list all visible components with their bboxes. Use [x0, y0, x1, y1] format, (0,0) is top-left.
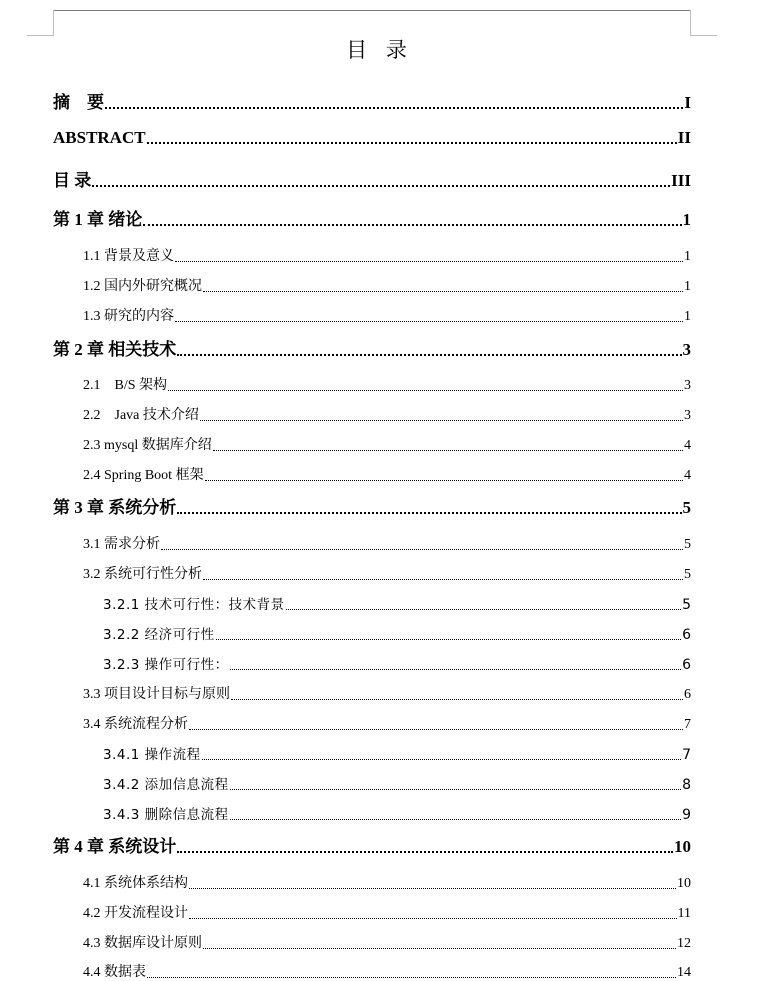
toc-entry-page: 7 — [682, 747, 691, 763]
toc-entry-page: III — [671, 171, 691, 190]
toc-entry-page: 6 — [682, 657, 691, 673]
dot-leader — [231, 698, 683, 700]
toc-entry-page: 9 — [682, 807, 691, 823]
toc-entry-3-2-3[interactable] — [53, 653, 691, 673]
toc-entry-label: 3.3 项目设计目标与原则 — [83, 687, 230, 702]
toc-entry-4-3[interactable] — [53, 932, 691, 952]
toc-title: 目 录 — [346, 38, 413, 62]
page-corner-mark-left-vertical — [53, 10, 54, 35]
toc-entry-label: 3.4.3 删除信息流程 — [103, 807, 229, 823]
toc-entry-2-1[interactable] — [53, 374, 691, 394]
toc-entry-page: 5 — [684, 567, 691, 582]
toc-entry-label: 1.3 研究的内容 — [83, 309, 174, 324]
toc-entry-label: 3.1 需求分析 — [83, 537, 160, 552]
toc-entry-page: 3 — [684, 378, 691, 393]
toc-entry-4-4[interactable] — [53, 961, 691, 981]
toc-entry-3-4[interactable] — [53, 713, 691, 733]
toc-entry-label: 第 1 章 绪论 — [53, 210, 143, 229]
toc-entry-3-2-2[interactable] — [53, 623, 691, 643]
dot-leader — [177, 850, 673, 853]
toc-entry-label: 3.2.1 技术可行性：技术背景 — [103, 597, 285, 613]
dot-leader — [175, 260, 683, 262]
dot-leader — [92, 184, 670, 187]
toc-entry-page: 7 — [684, 717, 691, 732]
dot-leader — [147, 141, 677, 144]
dot-leader — [189, 887, 676, 889]
toc-entry-label: 2.2 Java 技术介绍 — [83, 408, 199, 423]
toc-entry-label: 目 录 — [53, 171, 92, 190]
toc-entry-label: 2.1 B/S 架构 — [83, 378, 168, 393]
toc-entry-label: 4.2 开发流程设计 — [83, 906, 188, 921]
dot-leader — [105, 106, 683, 109]
dot-leader — [205, 479, 683, 481]
toc-entry-1-3[interactable] — [53, 305, 691, 325]
toc-entry-page: 1 — [684, 309, 691, 324]
dot-leader — [189, 917, 677, 919]
toc-entry-3-3[interactable] — [53, 683, 691, 703]
toc-entry-label: 摘 要 — [53, 93, 104, 112]
dot-leader — [203, 578, 683, 580]
toc-entry-chapter-3[interactable] — [53, 493, 691, 518]
dot-leader — [230, 818, 681, 820]
toc-entry-label: 3.2.3 操作可行性： — [103, 657, 229, 673]
toc-entry-1-1[interactable] — [53, 245, 691, 265]
dot-leader — [216, 638, 681, 640]
toc-entry-page: I — [684, 93, 691, 112]
toc-entry-label: 3.4 系统流程分析 — [83, 717, 188, 732]
toc-entry-page: 10 — [674, 837, 691, 856]
toc-entry-label: 3.4.1 操作流程 — [103, 747, 201, 763]
toc-entry-contents[interactable] — [53, 166, 691, 191]
toc-entry-page: 12 — [677, 936, 691, 951]
toc-entry-page: 4 — [684, 468, 691, 483]
toc-entry-label: 第 2 章 相关技术 — [53, 340, 177, 359]
toc-entry-label: 1.2 国内外研究概况 — [83, 279, 202, 294]
toc-entry-page: 5 — [684, 537, 691, 552]
page-margin-top-line — [53, 10, 691, 11]
dot-leader — [177, 511, 681, 514]
toc-entry-label: 1.1 背景及意义 — [83, 249, 174, 264]
toc-entry-label: ABSTRACT — [53, 128, 146, 147]
dot-leader — [200, 419, 683, 421]
dot-leader — [203, 290, 683, 292]
toc-entry-4-1[interactable] — [53, 872, 691, 892]
toc-entry-page: 4 — [684, 438, 691, 453]
dot-leader — [147, 976, 676, 978]
toc-entry-page: 14 — [677, 965, 691, 980]
toc-entry-page: 6 — [684, 687, 691, 702]
toc-entry-page: 5 — [682, 597, 691, 613]
toc-entry-page: 1 — [684, 279, 691, 294]
toc-entry-2-4[interactable] — [53, 464, 691, 484]
toc-entry-page: 3 — [682, 340, 691, 359]
toc-entry-2-3[interactable] — [53, 434, 691, 454]
toc-entry-page: 5 — [682, 498, 691, 517]
toc-entry-page: 10 — [677, 876, 691, 891]
dot-leader — [230, 788, 681, 790]
toc-entry-label: 2.3 mysql 数据库介绍 — [83, 438, 212, 453]
toc-entry-page: 1 — [684, 249, 691, 264]
toc-entry-page: 1 — [682, 210, 691, 229]
toc-entry-page: 3 — [684, 408, 691, 423]
page-corner-mark-right-vertical — [690, 10, 691, 35]
toc-entry-chapter-4[interactable] — [53, 832, 691, 857]
dot-leader — [175, 320, 683, 322]
toc-entry-page: 8 — [682, 777, 691, 793]
dot-leader — [203, 947, 676, 949]
toc-entry-3-4-1[interactable] — [53, 743, 691, 763]
toc-entry-abstract-en[interactable] — [53, 128, 691, 148]
dot-leader — [213, 449, 683, 451]
dot-leader — [168, 389, 683, 391]
toc-entry-abstract-cn[interactable] — [53, 88, 691, 113]
dot-leader — [161, 548, 683, 550]
toc-entry-label: 3.2.2 经济可行性 — [103, 627, 215, 643]
toc-entry-page: II — [677, 128, 691, 147]
toc-entry-3-2[interactable] — [53, 563, 691, 583]
toc-entry-label: 4.3 数据库设计原则 — [83, 936, 202, 951]
dot-leader — [230, 668, 681, 670]
toc-entry-label: 2.4 Spring Boot 框架 — [83, 468, 204, 483]
toc-entry-page: 11 — [677, 906, 691, 921]
toc-entry-label: 4.1 系统体系结构 — [83, 876, 188, 891]
toc-entry-label: 第 4 章 系统设计 — [53, 837, 177, 856]
dot-leader — [286, 608, 681, 610]
dot-leader — [143, 223, 681, 226]
toc-entry-label: 第 3 章 系统分析 — [53, 498, 177, 517]
toc-entry-3-4-3[interactable] — [53, 803, 691, 823]
toc-entry-3-2-1[interactable] — [53, 593, 691, 613]
toc-entry-label: 4.4 数据表 — [83, 965, 146, 980]
toc-entry-2-2[interactable] — [53, 404, 691, 424]
dot-leader — [189, 728, 683, 730]
toc-entry-label: 3.4.2 添加信息流程 — [103, 777, 229, 793]
toc-entry-chapter-1[interactable] — [53, 205, 691, 230]
toc-entry-1-2[interactable] — [53, 275, 691, 295]
dot-leader — [202, 758, 681, 760]
dot-leader — [177, 353, 681, 356]
toc-entry-page: 6 — [682, 627, 691, 643]
toc-entry-label: 3.2 系统可行性分析 — [83, 567, 202, 582]
toc-entry-3-1[interactable] — [53, 533, 691, 553]
toc-entry-3-4-2[interactable] — [53, 773, 691, 793]
toc-entry-chapter-2[interactable] — [53, 335, 691, 360]
toc-entry-4-2[interactable] — [53, 902, 691, 922]
